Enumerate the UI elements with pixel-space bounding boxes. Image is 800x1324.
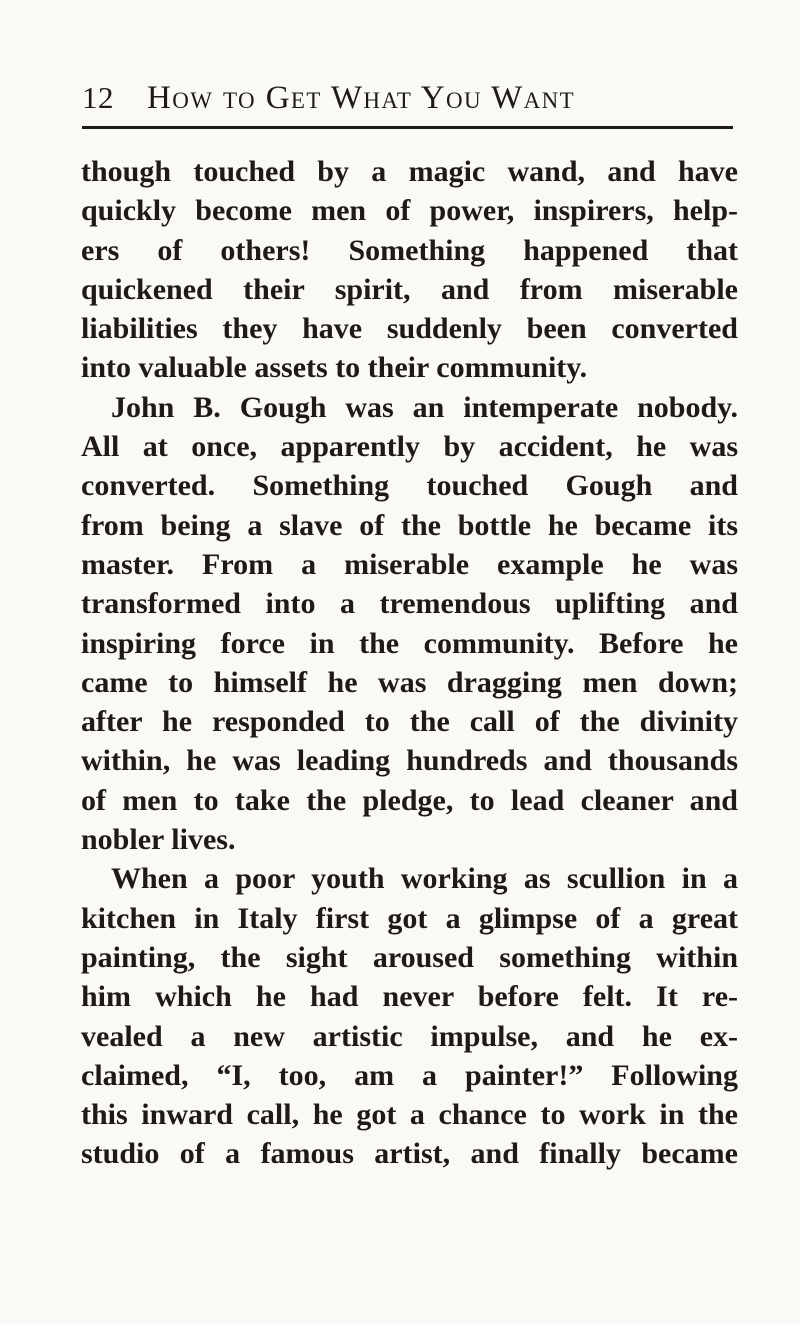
text-line: studio of a famous artist, and finally became xyxy=(81,1137,738,1171)
text-line: within, he was leading hundreds and thousands xyxy=(81,744,738,778)
paragraph-start: When a poor youth working as scullion in a xyxy=(111,862,738,896)
text-line: quickly become men of power, inspirers, help- xyxy=(81,194,738,228)
text-line: into valuable assets to their community. xyxy=(81,351,588,385)
text-line: All at once, apparently by accident, he was xyxy=(81,430,738,464)
text-line: of men to take the pledge, to lead cleaner and xyxy=(81,783,738,817)
running-header xyxy=(82,78,733,128)
page-number: 12 xyxy=(82,80,114,115)
text-line: ers of others! Something happened that xyxy=(81,233,738,267)
text-line: painting, the sight aroused something within xyxy=(81,940,738,974)
text-line: came to himself he was dragging men down; xyxy=(81,665,738,699)
text-line: after he responded to the call of the divinity xyxy=(81,705,738,739)
text-line: converted. Something touched Gough and xyxy=(81,469,738,503)
text-line: master. From a miserable example he was xyxy=(81,547,738,581)
text-line: kitchen in Italy first got a glimpse of a great xyxy=(81,901,738,935)
paragraph-start: John B. Gough was an intemperate nobody. xyxy=(111,390,738,424)
text-line: this inward call, he got a chance to work in the xyxy=(81,1098,738,1132)
text-line: from being a slave of the bottle he became its xyxy=(81,508,738,542)
running-title: How to Get What You Want xyxy=(147,80,576,116)
text-line: claimed, “I, too, am a painter!” Following xyxy=(81,1058,738,1092)
text-line: quickened their spirit, and from miserable xyxy=(81,272,738,306)
text-line: inspiring force in the community. Before he xyxy=(81,626,738,660)
text-line: transformed into a tremendous uplifting and xyxy=(81,587,738,621)
text-line: nobler lives. xyxy=(81,823,236,857)
text-line: though touched by a magic wand, and have xyxy=(81,155,738,188)
text-line: liabilities they have suddenly been converted xyxy=(81,312,738,346)
header-rule xyxy=(82,126,733,129)
body-text xyxy=(81,152,738,1174)
text-line: him which he had never before felt. It re- xyxy=(81,980,738,1014)
text-line: vealed a new artistic impulse, and he ex- xyxy=(81,1019,738,1053)
